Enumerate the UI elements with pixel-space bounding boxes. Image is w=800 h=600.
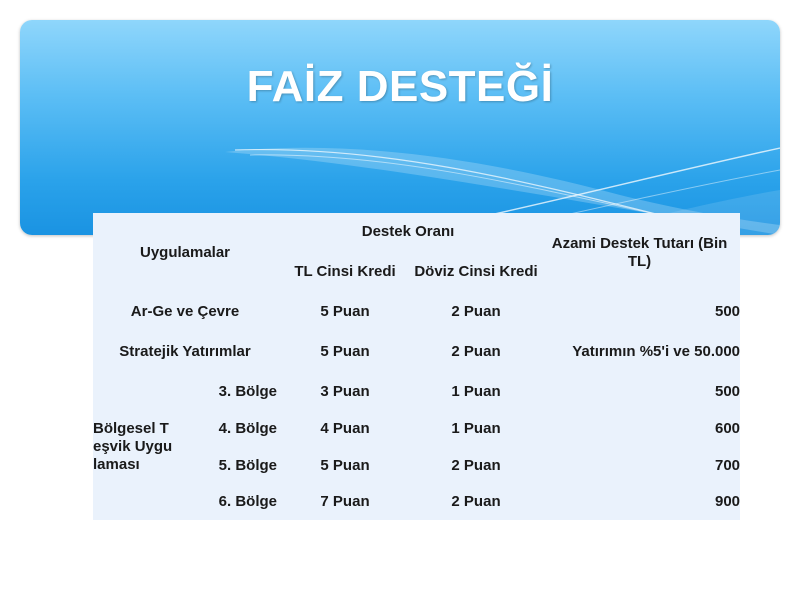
table-row bbox=[93, 447, 740, 484]
table-row bbox=[93, 331, 740, 373]
wave-decoration bbox=[20, 20, 780, 235]
header-fx-credit: Döviz Cinsi Kredi bbox=[414, 263, 538, 280]
region-label: 3. Bölge bbox=[218, 382, 278, 400]
table-row bbox=[93, 293, 740, 331]
max-amount: 500 bbox=[715, 382, 741, 400]
region-label: 6. Bölge bbox=[218, 493, 278, 510]
max-amount: 900 bbox=[715, 493, 741, 510]
fx-rate: 2 Puan bbox=[451, 493, 501, 510]
fx-rate: 2 Puan bbox=[451, 456, 501, 474]
interest-support-table bbox=[93, 213, 740, 520]
header-applications: Uygulamalar bbox=[139, 244, 231, 261]
max-amount: 700 bbox=[715, 456, 741, 474]
tl-rate: 7 Puan bbox=[320, 493, 370, 510]
fx-rate: 1 Puan bbox=[451, 382, 501, 400]
region-label: 5. Bölge bbox=[218, 456, 278, 474]
tl-rate: 5 Puan bbox=[320, 456, 370, 474]
header-support-rate: Destek Oranı bbox=[361, 223, 455, 240]
fx-rate: 2 Puan bbox=[451, 343, 501, 360]
max-amount: Yatırımın %5'i ve 50.000 bbox=[572, 343, 741, 360]
table-row bbox=[93, 484, 740, 520]
tl-rate: 4 Puan bbox=[320, 419, 370, 437]
fx-rate: 2 Puan bbox=[451, 303, 501, 320]
header-max-support: Azami Destek Tutarı (Bin TL) bbox=[551, 235, 728, 270]
max-amount: 500 bbox=[715, 303, 741, 320]
region-label: 4. Bölge bbox=[218, 419, 278, 437]
max-amount: 600 bbox=[715, 419, 741, 437]
title-banner bbox=[20, 20, 780, 235]
row-label: Ar-Ge ve Çevre bbox=[130, 303, 240, 320]
table-row bbox=[93, 373, 740, 410]
regional-incentive-label: Bölgesel Teşvik Uygulaması bbox=[93, 419, 173, 473]
slide-title: FAİZ DESTEĞİ bbox=[246, 62, 554, 111]
table-row bbox=[93, 410, 740, 447]
row-label: Stratejik Yatırımlar bbox=[119, 343, 251, 360]
tl-rate: 5 Puan bbox=[320, 343, 370, 360]
fx-rate: 1 Puan bbox=[451, 419, 501, 437]
header-tl-credit: TL Cinsi Kredi bbox=[294, 263, 396, 280]
tl-rate: 3 Puan bbox=[320, 382, 370, 400]
header-row-1 bbox=[93, 213, 740, 251]
tl-rate: 5 Puan bbox=[320, 303, 370, 320]
